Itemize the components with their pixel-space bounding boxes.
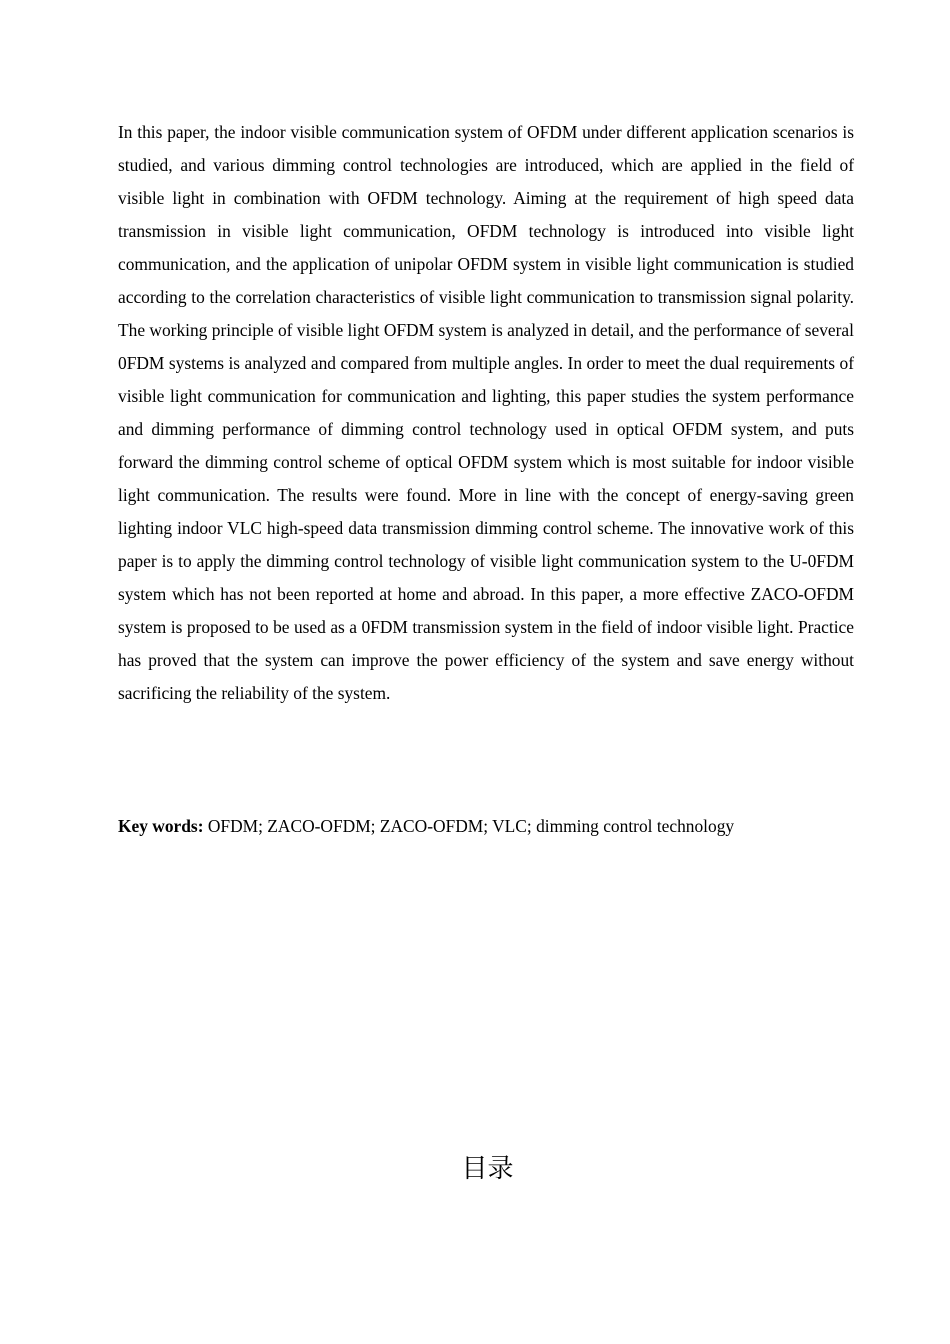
keywords-label: Key words:: [118, 816, 204, 836]
abstract-paragraph: In this paper, the indoor visible communication system of OFDM under different application scenarios is studied, and various dimming control technologies are introduced, which are applied in the field of visible light in combination with OFDM technology. Aiming at the requirement of high speed data transmission in visible light communication, OFDM technology is introduced into visible light communication, and the application of unipolar OFDM system in visible light communication is studied according to the correlation characteristics of visible light communication to transmission signal polarity. The working principle of visible light OFDM system is analyzed in detail, and the performance of several 0FDM systems is analyzed and compared from multiple angles. In order to meet the dual requirements of visible light communication for communication and lighting, this paper studies the system performance and dimming performance of dimming control technology used in optical OFDM system, and puts forward the dimming control scheme of optical OFDM system which is most suitable for indoor visible light communication. The results were found. More in line with the concept of energy-saving green lighting indoor VLC high-speed data transmission dimming control scheme. The innovative work of this paper is to apply the dimming control technology of visible light communication system to the U-0FDM system which has not been reported at home and abroad. In this paper, a more effective ZACO-OFDM system is proposed to be used as a 0FDM transmission system in the field of indoor visible light. Practice has proved that the system can improve the power efficiency of the system and save energy without sacrificing the reliability of the system.: [118, 122, 854, 703]
keywords-text: OFDM; ZACO-OFDM; ZACO-OFDM; VLC; dimming control technology: [207, 816, 735, 836]
keywords-line: [118, 810, 854, 843]
table-of-contents-title: 目录: [461, 1154, 514, 1184]
